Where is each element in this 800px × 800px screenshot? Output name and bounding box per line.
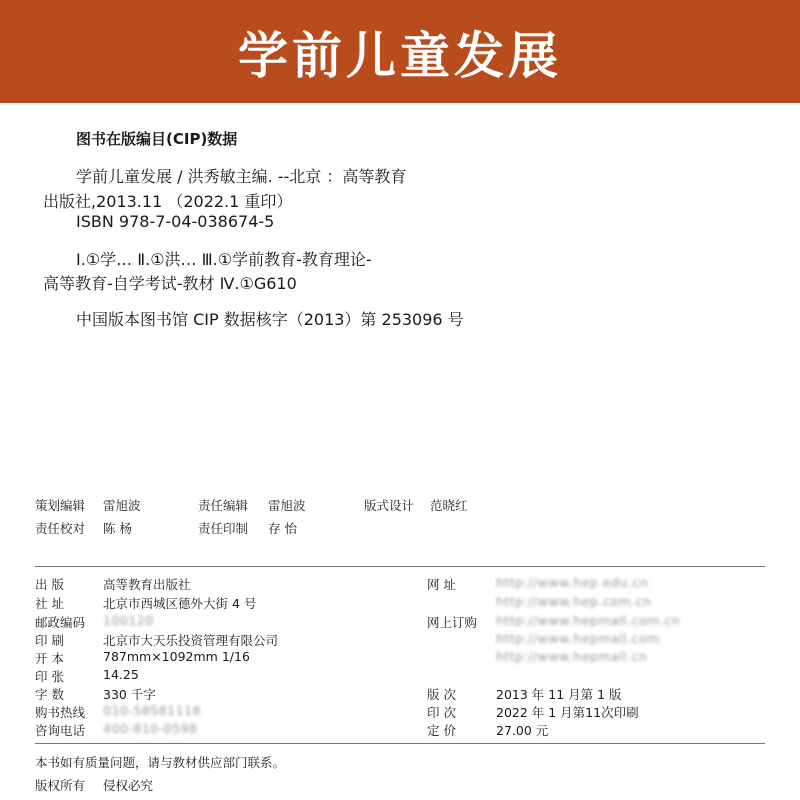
impression-label: 印 次 [427,705,456,720]
website-link: http://www.hep.com.cn [496,594,652,609]
cip-record-number: 中国版本图书馆 CIP 数据核字（2013）第 253096 号 [76,310,464,329]
cip-line: 出版社,2013.11 （2022.1 重印） [43,192,293,211]
planning-editor-label: 策划编辑 [35,498,86,513]
edition-label: 版 次 [427,687,456,702]
responsible-editor: 雷旭波 [268,498,306,513]
divider-top [35,566,765,567]
cip-isbn: ISBN 978-7-04-038674-5 [76,212,275,231]
layout-design-label: 版式设计 [364,498,415,513]
words: 330 千字 [103,687,156,702]
online-order-label: 网上订购 [427,615,478,630]
quality-note: 本书如有质量问题，请与教材供应部门联系。 [35,755,286,770]
website-link: http://www.hep.edu.cn [496,575,649,590]
divider-bottom [35,743,765,744]
cip-heading: 图书在版编目(CIP)数据 [76,130,238,148]
layout-design: 范晓红 [430,498,468,513]
postcode-label: 邮政编码 [35,615,86,630]
phone-label: 咨询电话 [35,723,86,738]
format: 787mm×1092mm 1/16 [103,649,250,664]
proofreader-label: 责任校对 [35,521,86,536]
hotline-label: 购书热线 [35,705,86,720]
format-label: 开 本 [35,651,64,666]
responsible-editor-label: 责任编辑 [198,498,249,513]
printer-label: 印 刷 [35,633,64,648]
sheets: 14.25 [103,667,139,682]
printing-supervisor: 存 怡 [268,521,297,536]
sheets-label: 印 张 [35,669,64,684]
online-order-link: http://www.hepmall.com.cn [496,613,681,628]
planning-editor: 雷旭波 [103,498,141,513]
postcode: 100120 [103,613,154,628]
phone: 400-810-0598 [103,721,198,736]
printer: 北京市大天乐投资管理有限公司 [103,633,279,648]
proofreader: 陈 杨 [103,521,132,536]
address-label: 社 址 [35,596,64,611]
cip-line: 高等教育-自学考试-教材 Ⅳ.①G610 [43,274,297,293]
edition: 2013 年 11 月第 1 版 [496,687,622,702]
price-label: 定 价 [427,723,456,738]
price: 27.00 元 [496,723,549,738]
cip-line: Ⅰ.①学… Ⅱ.①洪… Ⅲ.①学前教育-教育理论- [76,250,372,269]
printing-supervisor-label: 责任印制 [198,521,249,536]
words-label: 字 数 [35,687,64,702]
publisher: 高等教育出版社 [103,577,191,592]
online-order-link: http://www.hepmall.com [496,631,660,646]
cip-line: 学前儿童发展 / 洪秀敏主编. --北京 ：高等教育 [76,167,407,186]
website-label: 网 址 [427,577,456,592]
hotline: 010-58581118 [103,703,201,718]
online-order-link: http://www.hepmall.cn [496,649,648,664]
address: 北京市西城区德外大街 4 号 [103,596,257,611]
rights: 侵权必究 [103,778,154,793]
rights-label: 版权所有 [35,778,86,793]
impression: 2022 年 1 月第11次印刷 [496,705,639,720]
publisher-label: 出 版 [35,577,64,592]
title-banner [0,0,800,103]
banner-title: 学前儿童发展 [238,26,562,85]
